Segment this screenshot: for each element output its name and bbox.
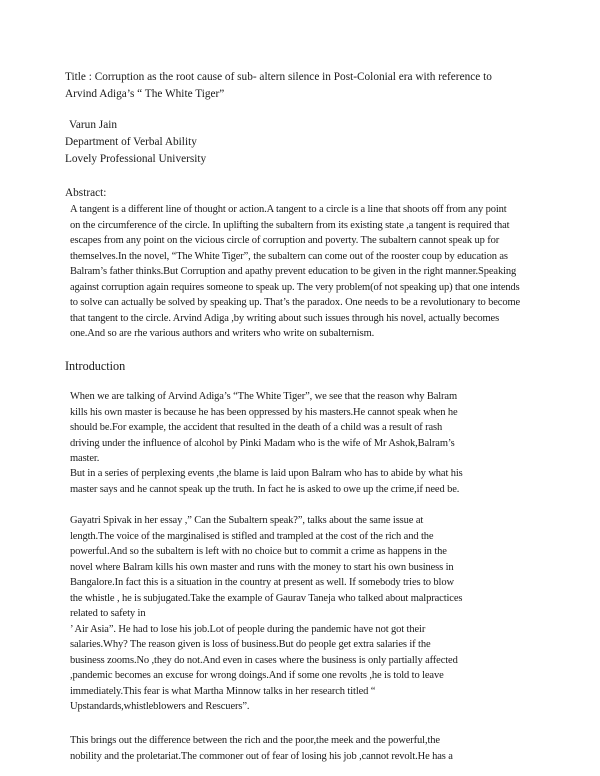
abstract-line: themselves.In the novel, “The White Tiger”, the subaltern can come out of the rooster coup by education as xyxy=(70,250,508,262)
paragraph-line: When we are talking of Arvind Adiga’s “The White Tiger”, we see that the reason why Balram xyxy=(70,391,458,402)
abstract-line: one.And so are rhe various authors and writers who write on subalternism. xyxy=(70,328,375,339)
abstract-line: to solve can actually be solved by speaking up. That’s the paradox. One needs to be a revolutionary to become xyxy=(70,297,521,308)
paragraph-line: length.The voice of the marginalised is stifled and trampled at the cost of the rich and the xyxy=(70,530,434,542)
author-university: Lovely Professional University xyxy=(65,152,207,165)
intro-paragraph-1 xyxy=(70,389,590,467)
author-name: Varun Jain xyxy=(69,119,118,131)
abstract-heading: Abstract: xyxy=(65,187,107,199)
paragraph-line: master says and he cannot speak up the truth. In fact he is asked to owe up the crime,if need be. xyxy=(70,483,460,495)
abstract-paragraph xyxy=(70,202,590,342)
author-block xyxy=(65,117,206,167)
introduction-heading: Introduction xyxy=(65,359,126,373)
abstract-line: A tangent is a different line of thought or action.A tangent to a circle is a line that shoots off from any point xyxy=(70,204,507,215)
paragraph-line: kills his own master is because he has been oppressed by his masters.He cannot speak when he xyxy=(70,406,458,418)
abstract-line: escapes from any point on the vicious circle of corruption and poverty. The subaltern cannot speak up for xyxy=(70,235,500,246)
paper-title xyxy=(65,69,545,102)
abstract-line: against corruption again requires someone to speak up. The very problem(of not speaking up) that one intends xyxy=(70,281,520,293)
paragraph-line: the whistle , he is subjugated.Take the example of Gaurav Taneja who talked about malpractices xyxy=(70,592,463,604)
paragraph-line: powerful.And so the subaltern is left with no choice but to commit a crime as happens in the xyxy=(70,546,447,557)
paragraph-line: Bangalore.In fact this is a situation in the country at present as well. If somebody tries to blow xyxy=(70,577,454,588)
paragraph-line: nobility and the proletariat.The commoner out of fear of losing his job ,cannot revolt.He has a xyxy=(70,750,453,762)
paragraph-line: Gayatri Spivak in her essay ,” Can the Subaltern speak?”, talks about the same issue at xyxy=(70,515,424,526)
paragraph-line: ’ Air Asia”. He had to lose his job.Lot of people during the pandemic have not got their xyxy=(70,623,426,635)
title-line-1: Title : Corruption as the root cause of sub- altern silence in Post-Colonial era with reference to xyxy=(65,71,492,83)
intro-paragraph-4 xyxy=(70,733,590,764)
intro-paragraph-3 xyxy=(70,513,590,715)
abstract-line: that tangent to the circle. Arvind Adiga ,by writing about such issues through his novel, actually becomes xyxy=(70,312,500,324)
paragraph-line: should be.For example, the accident that resulted in the death of a child was a result of rash xyxy=(70,422,443,433)
intro-paragraph-2 xyxy=(70,466,590,497)
abstract-line: on the circumference of the circle. In uplifting the subaltern from its existing state ,a tangent is required that xyxy=(70,219,510,231)
title-line-2: Arvind Adiga’s “ The White Tiger” xyxy=(65,87,225,100)
paragraph-line: driving under the influence of alcohol by Pinki Madam who is the wife of Mr Ashok,Balram’s xyxy=(70,437,455,449)
paragraph-line: This brings out the difference between the rich and the poor,the meek and the powerful,the xyxy=(70,735,440,746)
paragraph-line: But in a series of perplexing events ,the blame is laid upon Balram who has to abide by what his xyxy=(70,468,463,479)
paragraph-line: master. xyxy=(70,453,100,464)
author-department: Department of Verbal Ability xyxy=(65,135,197,148)
paragraph-line: immediately.This fear is what Martha Minnow talks in her research titled “ xyxy=(70,685,376,697)
paragraph-line: salaries.Why? The reason given is loss of business.But do people get extra salaries if the xyxy=(70,639,431,650)
paragraph-line: related to safety in xyxy=(70,608,146,619)
paragraph-line: novel where Balram kills his own master and runs with the money to start his own business in xyxy=(70,561,454,573)
abstract-line: Balram’s father thinks.But Corruption and apathy prevent education to be given in the right manner.Speaking xyxy=(70,266,517,277)
paragraph-line: ,pandemic becomes an excuse for wrong doings.And if some one revolts ,he is told to leave xyxy=(70,670,444,681)
paragraph-line: Upstandards,whistleblowers and Rescuers”. xyxy=(70,701,250,712)
paragraph-line: business zooms.No ,they do not.And even in cases where the business is only partially affected xyxy=(70,654,458,666)
